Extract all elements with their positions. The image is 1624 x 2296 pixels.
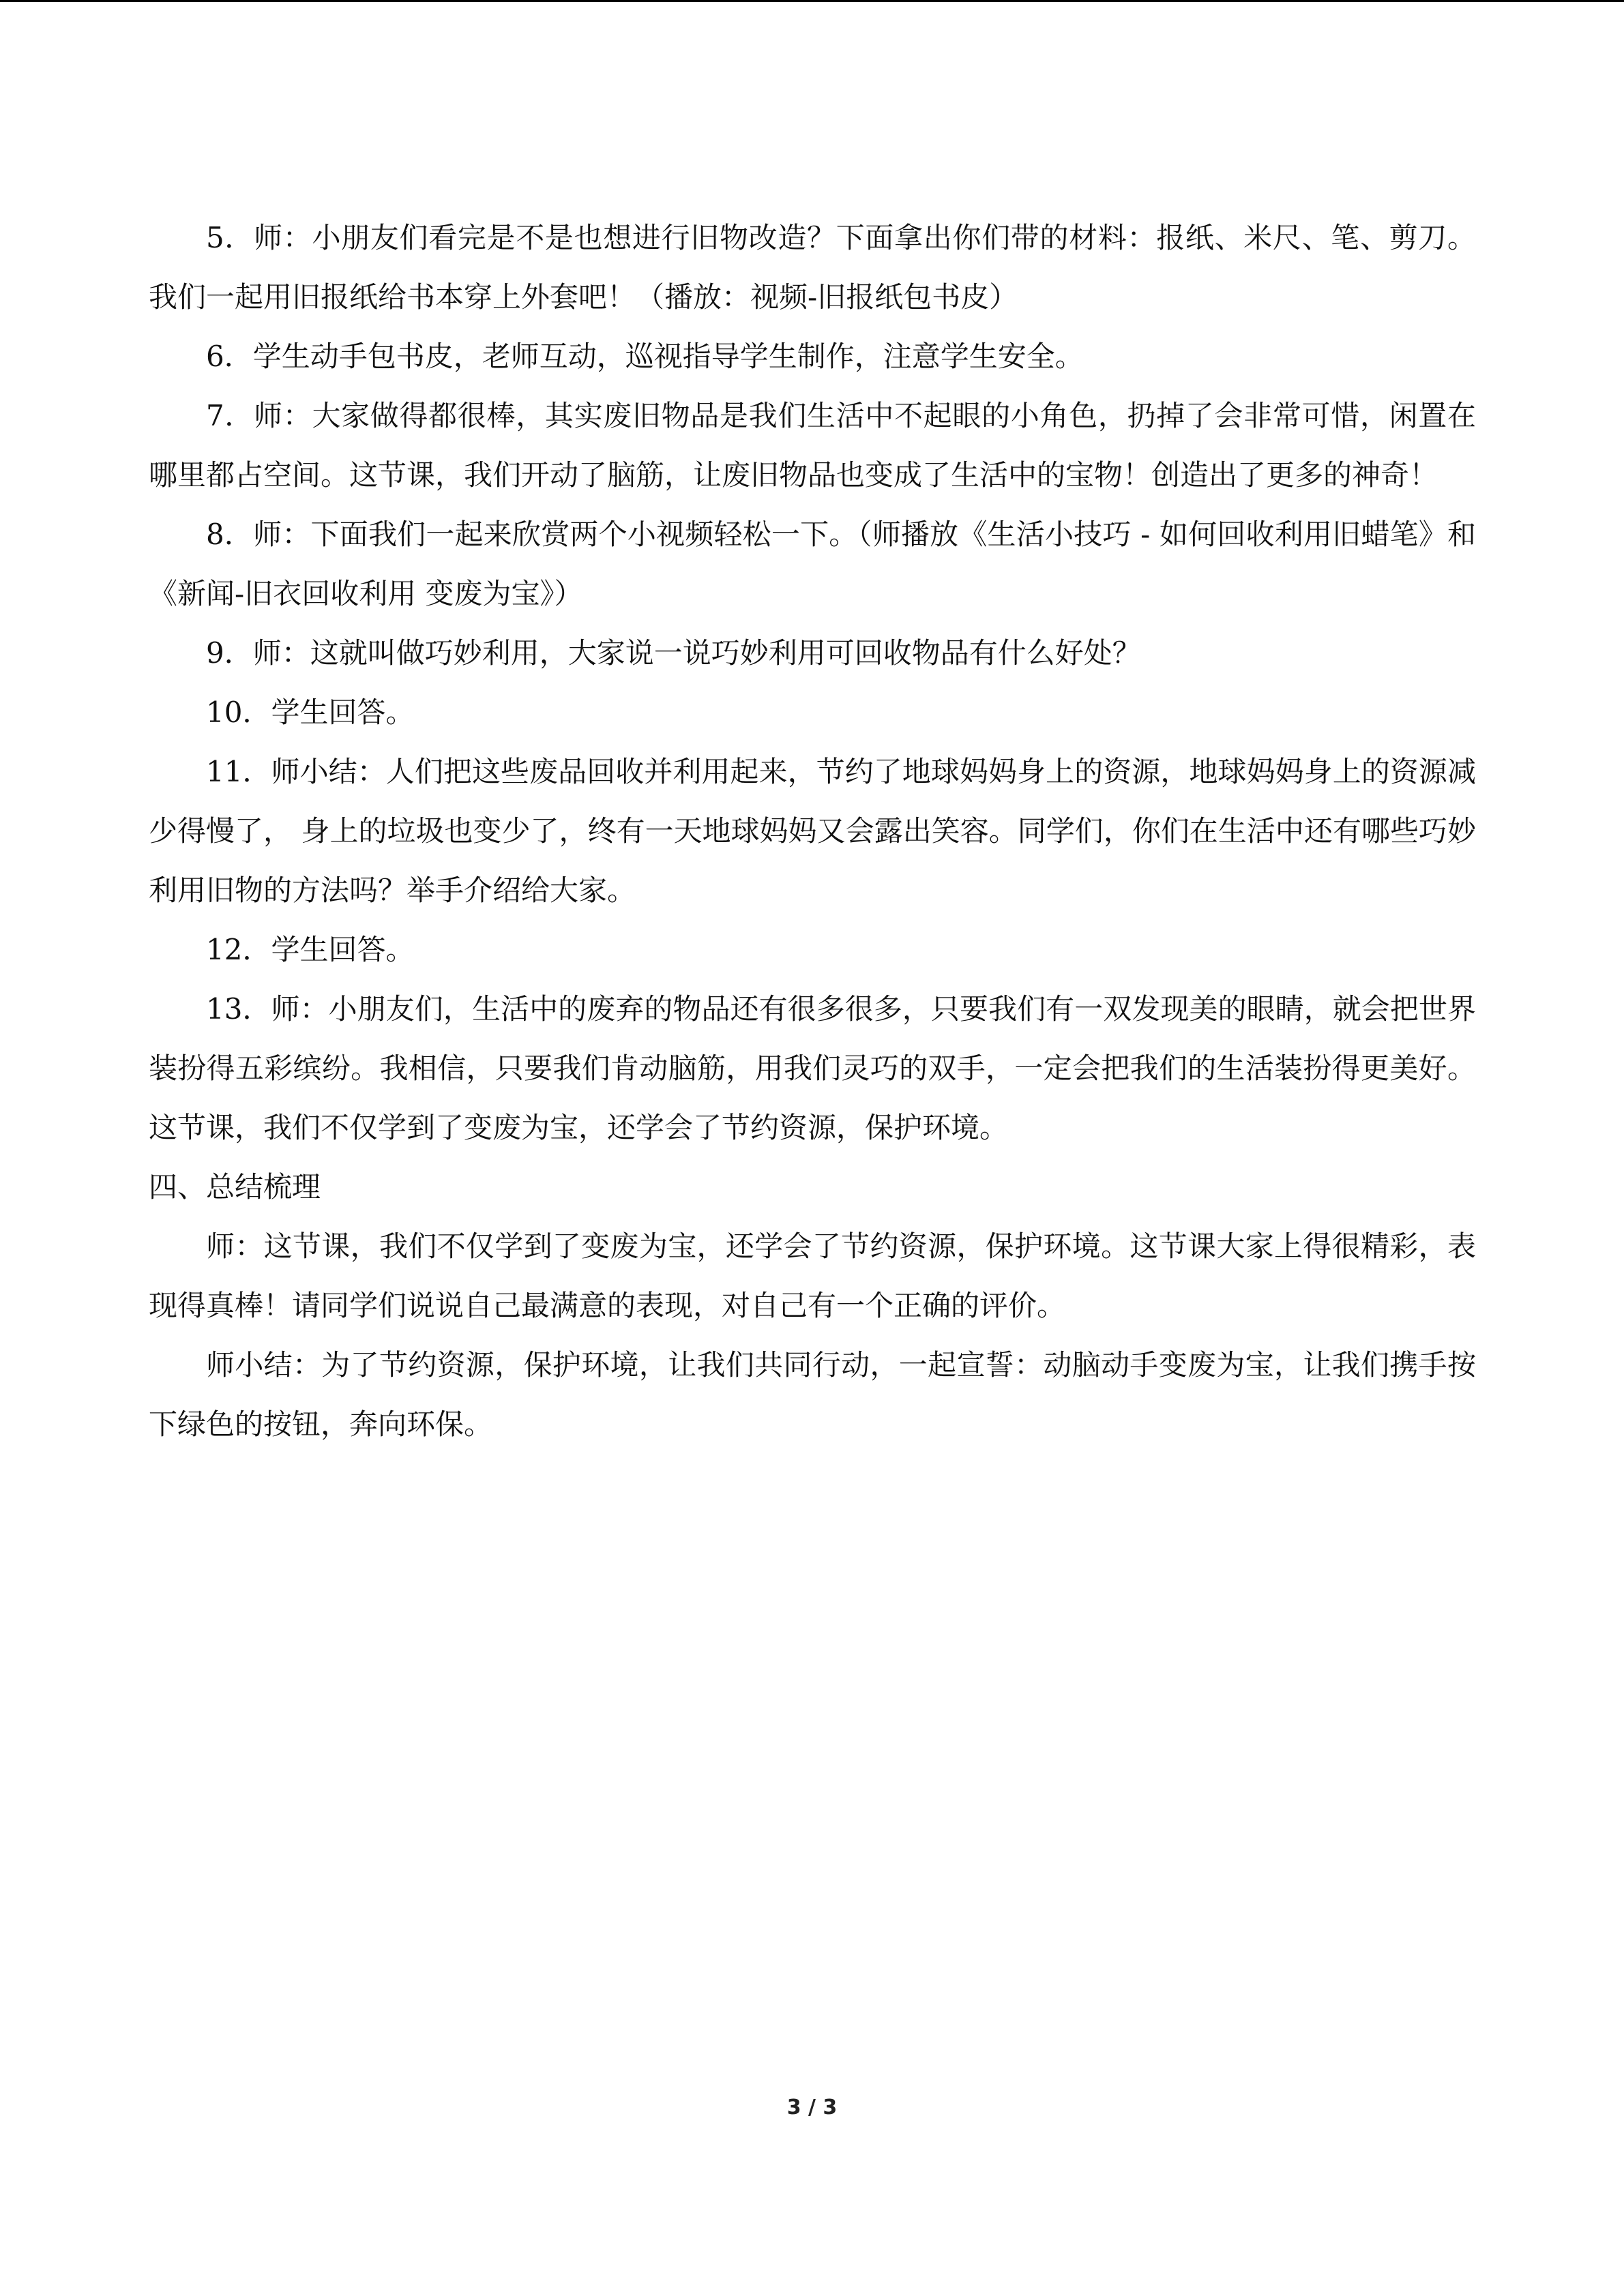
paragraph-item-11: 11．师小结：人们把这些废品回收并利用起来，节约了地球妈妈身上的资源，地球妈妈身上的资源减少得慢了， 身上的垃圾也变少了，终有一天地球妈妈又会露出笑容。同学们，你们在生活中还有哪些巧妙利用旧物的方法吗？举手介绍给大家。: [149, 755, 1476, 907]
top-border-line: [0, 0, 1624, 2]
section-heading-summary: 四、总结梳理: [149, 1170, 321, 1204]
paragraph-item-7: 7．师：大家做得都很棒，其实废旧物品是我们生活中不起眼的小角色，扔掉了会非常可惜，闲置在哪里都占空间。这节课，我们开动了脑筋，让废旧物品也变成了生活中的宝物！创造出了更多的神奇！: [149, 399, 1476, 492]
paragraph-item-9: 9．师：这就叫做巧妙利用，大家说一说巧妙利用可回收物品有什么好处？: [206, 636, 1141, 670]
paragraph-item-8: 8．师：下面我们一起来欣赏两个小视频轻松一下。（师播放《生活小技巧 - 如何回收利用旧蜡笔》和《新闻-旧衣回收利用 变废为宝》）: [149, 518, 1476, 610]
paragraph-item-5: 5．师：小朋友们看完是不是也想进行旧物改造？下面拿出你们带的材料：报纸、米尺、笔、剪刀。我们一起用旧报纸给书本穿上外套吧！（播放：视频-旧报纸包书皮）: [149, 221, 1476, 314]
page-number: 3 / 3: [786, 2096, 838, 2119]
paragraph-item-10: 10．学生回答。: [206, 696, 415, 729]
paragraph-item-13: 13．师：小朋友们，生活中的废弃的物品还有很多很多，只要我们有一双发现美的眼睛，就会把世界装扮得五彩缤纷。我相信，只要我们肯动脑筋，用我们灵巧的双手，一定会把我们的生活装扮得更美好。这节课，我们不仅学到了变废为宝，还学会了节约资源，保护环境。: [149, 992, 1476, 1144]
paragraph-summary-conclusion: 师小结：为了节约资源，保护环境，让我们共同行动，一起宣誓：动脑动手变废为宝，让我们携手按下绿色的按钮，奔向环保。: [149, 1348, 1476, 1441]
paragraph-item-6: 6．学生动手包书皮，老师互动，巡视指导学生制作，注意学生安全。: [206, 340, 1084, 373]
paragraph-item-12: 12．学生回答。: [206, 933, 415, 966]
document-body: [149, 208, 1476, 1454]
paragraph-summary-teacher: 师：这节课，我们不仅学到了变废为宝，还学会了节约资源，保护环境。这节课大家上得很精彩，表现得真棒！请同学们说说自己最满意的表现，对自己有一个正确的评价。: [149, 1229, 1476, 1322]
